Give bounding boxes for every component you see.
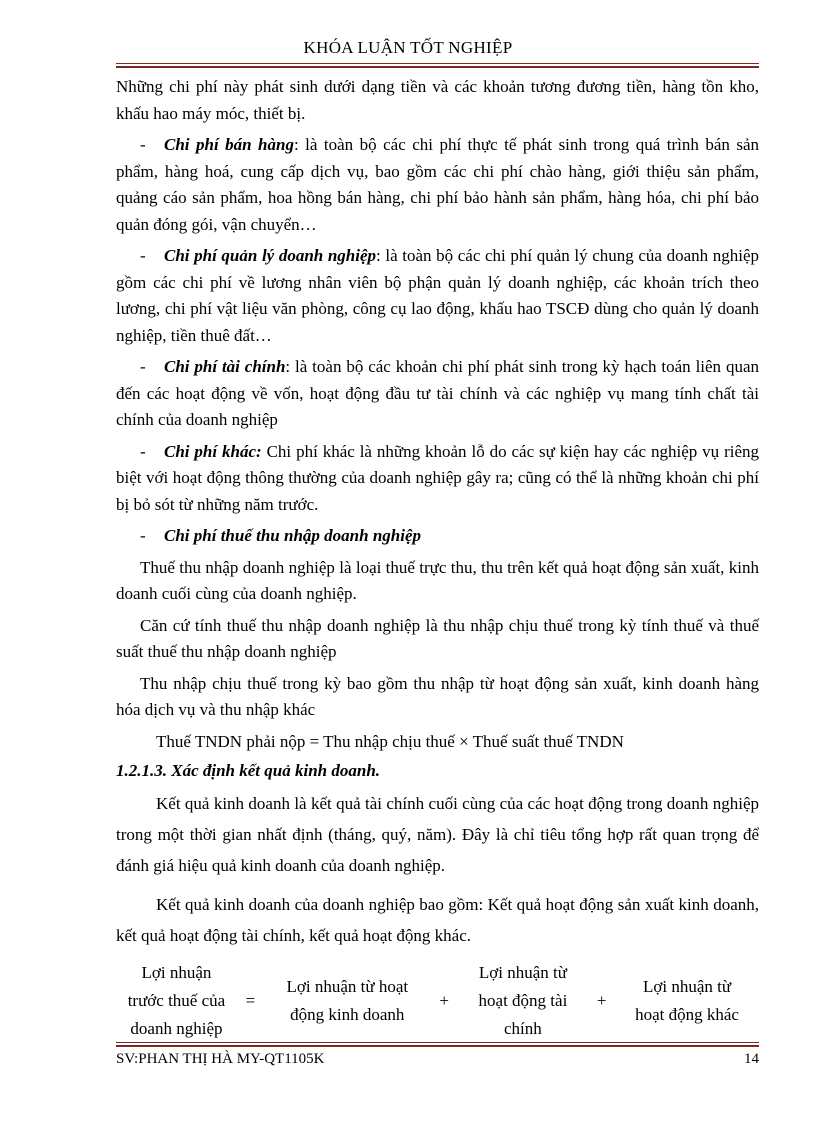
tax-formula: Thuế TNDN phải nộp = Thu nhập chịu thuế × Thuế suất thuế TNDN xyxy=(156,731,624,751)
profit-equation xyxy=(116,959,759,1043)
header-rule xyxy=(116,63,759,68)
term-financial-expense: Chi phí tài chính xyxy=(164,357,286,376)
list-item-income-tax xyxy=(116,523,759,550)
dash-marker: - xyxy=(140,441,146,461)
equation-text-line: chính xyxy=(504,1018,542,1038)
dash-marker: - xyxy=(140,526,146,545)
intro-paragraph: Những chi phí này phát sinh dưới dạng tiền và các khoản tương đương tiền, hàng tồn kho, khấu hao máy móc, thiết bị. xyxy=(116,77,759,123)
document-body xyxy=(116,74,759,1043)
equation-text-line: động kinh doanh xyxy=(290,1004,405,1024)
tax-paragraph-2: Căn cứ tính thuế thu nhập doanh nghiệp là thu nhập chịu thuế trong kỳ tính thuế và thuế suất thuế thu nhập doanh nghiệp xyxy=(116,615,759,661)
desc-other-expense: Chi phí khác là những khoản lỗ do các sự kiện hay các nghiệp vụ riêng biệt với hoạt động thông thường của doanh nghiệp gây ra; cũng có thể là những khoản chi phí bị bỏ sót từ những năm trước. xyxy=(116,441,759,514)
footer-author: SV:PHAN THỊ HÀ MY-QT1105K xyxy=(116,1051,325,1067)
plus-sign: + xyxy=(439,990,450,1010)
equation-text-line: Lợi nhuận từ xyxy=(642,976,732,996)
equation-text-line: trước thuế của xyxy=(127,990,226,1010)
footer-rule xyxy=(116,1042,759,1047)
term-admin-expense: Chi phí quản lý doanh nghiệp xyxy=(164,246,377,265)
equation-text-line: hoạt động tài xyxy=(478,990,568,1010)
equation-text-line: Lợi nhuận từ xyxy=(478,962,567,982)
plus-sign: + xyxy=(596,990,607,1010)
equation-text-line: doanh nghiệp xyxy=(130,1018,223,1038)
tax-paragraph-1: Thuế thu nhập doanh nghiệp là loại thuế trực thu, thu trên kết quả hoạt động sản xuất, kinh doanh cuối cùng của doanh nghiệp. xyxy=(116,557,759,603)
dash-marker: - xyxy=(140,357,146,376)
list-item-other-expense xyxy=(116,439,759,519)
page-header-title: KHÓA LUẬN TỐT NGHIỆP xyxy=(303,38,513,57)
list-item-selling-expense xyxy=(116,132,759,238)
equation-lhs xyxy=(116,959,237,1043)
term-income-tax: Chi phí thuế thu nhập doanh nghiệp xyxy=(164,526,422,545)
desc-admin-expense: : là toàn bộ các chi phí quản lý chung của doanh nghiệp gồm các chi phí về lương nhân viên bộ phận quản lý doanh nghiệp, các khoản trích theo lương, chi phí vật liệu văn phòng, công cụ lao động, khấu hao TSCĐ dùng cho quản lý doanh nghiệp, tiền thuê đất… xyxy=(116,246,759,345)
list-item-admin-expense xyxy=(116,243,759,349)
desc-selling-expense: : là toàn bộ các chi phí thực tế phát sinh trong quá trình bán sản phẩm, hàng hoá, cung cấp dịch vụ, bao gồm các chi phí chào hàng, giới thiệu sản phẩm, quảng cáo sản phẩm, hoa hồng bán hàng, chi phí bảo hành sản phẩm, hàng hóa, chi phí bảo quản đóng gói, vận chuyển… xyxy=(116,135,759,234)
equation-text-line: hoạt động khác xyxy=(635,1004,739,1024)
equation-term-other xyxy=(615,973,759,1029)
page-number: 14 xyxy=(744,1051,759,1067)
section-heading: 1.2.1.3. Xác định kết quả kinh doanh. xyxy=(116,760,381,780)
desc-financial-expense: : là toàn bộ các khoản chi phí phát sinh trong kỳ hạch toán liên quan đến các hoạt động về vốn, hoạt động đầu tư tài chính và các nghiệp vụ mang tính chất tài chính của doanh nghiệp xyxy=(116,357,759,429)
equals-sign: = xyxy=(245,990,256,1010)
equation-term-operating xyxy=(264,973,431,1029)
dash-marker: - xyxy=(140,246,146,265)
dash-marker: - xyxy=(140,135,146,154)
term-selling-expense: Chi phí bán hàng xyxy=(164,135,294,154)
section-paragraph-1: Kết quả kinh doanh là kết quả tài chính cuối cùng của các hoạt động trong doanh nghiệp trong một thời gian nhất định (tháng, quý, năm). Đây là chỉ tiêu tổng hợp rất quan trọng để đánh giá hiệu quả kinh doanh của doanh nghiệp. xyxy=(116,793,759,875)
term-other-expense: Chi phí khác: xyxy=(164,441,262,461)
section-paragraph-2: Kết quả kinh doanh của doanh nghiệp bao gồm: Kết quả hoạt động sản xuất kinh doanh, kết quả hoạt động tài chính, kết quả hoạt động khác. xyxy=(116,894,759,945)
list-item-financial-expense xyxy=(116,354,759,434)
equation-term-financial xyxy=(458,959,589,1043)
tax-paragraph-3: Thu nhập chịu thuế trong kỳ bao gồm thu nhập từ hoạt động sản xuất, kinh doanh hàng hóa dịch vụ và thu nhập khác xyxy=(116,673,759,719)
equation-text-line: Lợi nhuận từ hoạt xyxy=(286,976,409,996)
equation-text-line: Lợi nhuận xyxy=(141,962,212,982)
